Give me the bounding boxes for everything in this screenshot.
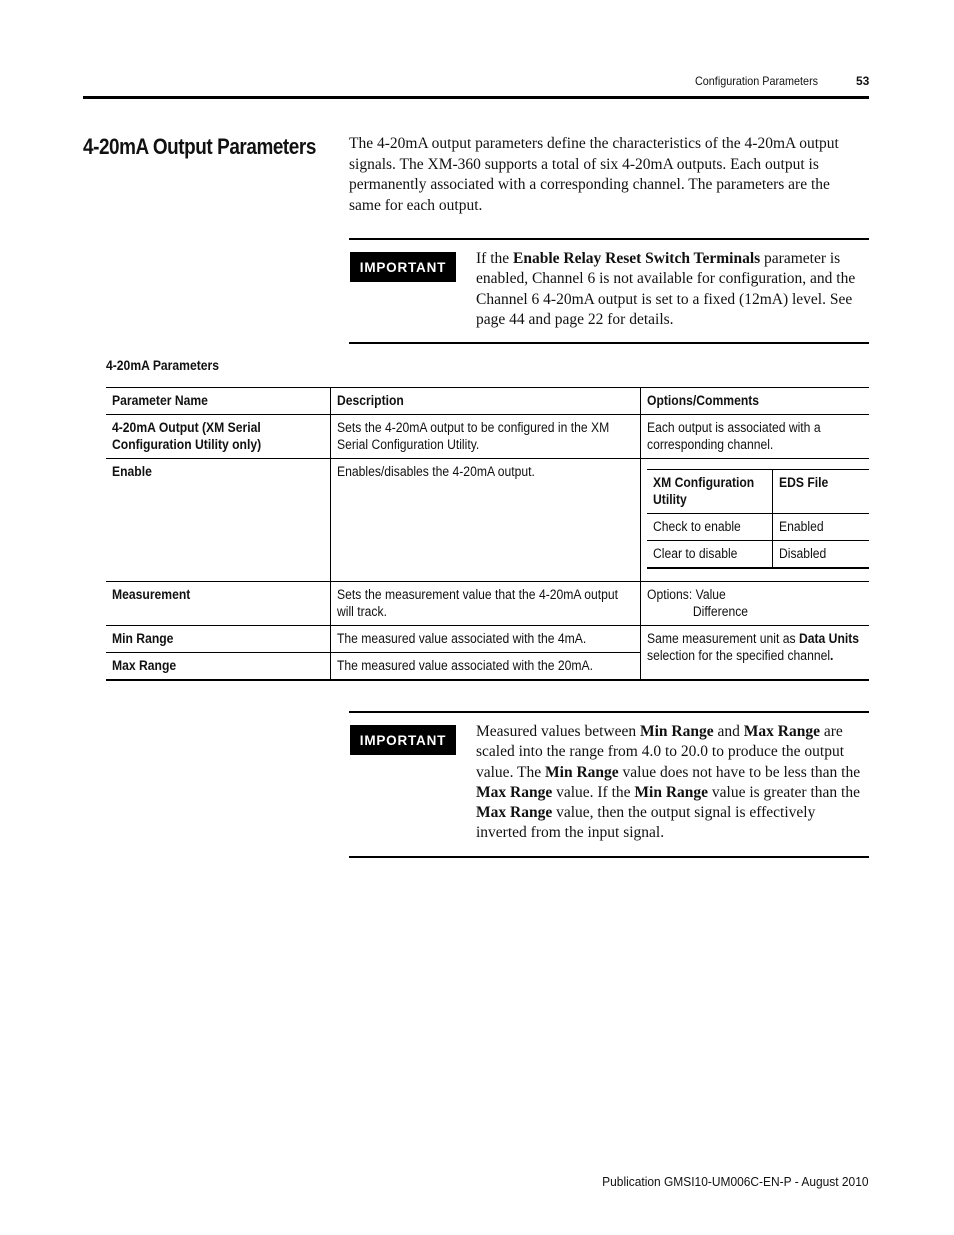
page-number: 53 bbox=[856, 74, 870, 88]
publication-footer: Publication GMSI10-UM006C-EN-P - August 2010 bbox=[602, 1174, 869, 1189]
header-rule bbox=[83, 96, 869, 99]
column-header: Options/Comments bbox=[640, 388, 869, 415]
intro-paragraph: The 4-20mA output parameters define the characteristics of the 4-20mA output signals. The XM-360 supports a total of six 4-20mA outputs. Each output is permanently associated with a corresponding channel. The parameters are the same for each output. bbox=[349, 135, 839, 214]
parameter-comments: Each output is associated with a corresponding channel. bbox=[640, 415, 869, 459]
parameter-comments: Same measurement unit as Data Units selection for the specified channel. bbox=[640, 626, 869, 681]
inner-cell: Disabled bbox=[773, 541, 870, 569]
parameter-name: Enable bbox=[106, 459, 330, 582]
important-note-1-text: If the Enable Relay Reset Switch Terminals parameter is enabled, Channel 6 is not available for configuration, and the Channel 6 4-20mA output is set to a fixed (12mA) level. See page 44 and page 22 for details. bbox=[476, 250, 856, 328]
parameter-comments bbox=[640, 459, 869, 582]
parameter-description: Sets the measurement value that the 4-20mA output will track. bbox=[330, 582, 640, 626]
parameter-name: Min Range bbox=[106, 626, 330, 653]
inner-row bbox=[647, 514, 870, 541]
table-header-row bbox=[106, 388, 869, 415]
important-note-2-text: Measured values between Min Range and Max Range are scaled into the range from 4.0 to 20.0 to produce the output value. The Min Range value does not have to be less than the Max Range value. If the Min Range value is greater than the Max Range value, then the output signal is effectively inverted from the input signal. bbox=[476, 723, 861, 842]
parameter-description: Sets the 4-20mA output to be configured in the XM Serial Configuration Utility. bbox=[330, 415, 640, 459]
table-row bbox=[106, 415, 869, 459]
table-row bbox=[106, 626, 869, 653]
column-header: Parameter Name bbox=[106, 388, 330, 415]
inner-cell: Clear to disable bbox=[647, 541, 773, 569]
section-heading: 4-20mA Output Parameters bbox=[83, 134, 316, 159]
parameter-name: Measurement bbox=[106, 582, 330, 626]
column-header: Description bbox=[330, 388, 640, 415]
parameter-comments: Options: Value Difference bbox=[640, 582, 869, 626]
parameters-table bbox=[106, 387, 869, 681]
table-caption: 4-20mA Parameters bbox=[106, 358, 220, 373]
running-header-section: Configuration Parameters bbox=[695, 74, 819, 88]
table-row bbox=[106, 459, 869, 582]
inner-column-header: EDS File bbox=[773, 470, 870, 514]
important-note-2 bbox=[349, 711, 869, 858]
inner-cell: Enabled bbox=[773, 514, 870, 541]
inner-header-row bbox=[647, 470, 870, 514]
important-label: IMPORTANT bbox=[350, 725, 456, 755]
table-row bbox=[106, 582, 869, 626]
important-note-1 bbox=[349, 238, 869, 344]
parameter-description: Enables/disables the 4-20mA output. bbox=[330, 459, 640, 582]
important-label: IMPORTANT bbox=[350, 252, 456, 282]
parameter-name: Max Range bbox=[106, 653, 330, 681]
parameter-description: The measured value associated with the 4mA. bbox=[330, 626, 640, 653]
parameter-name: 4-20mA Output (XM Serial Configuration Utility only) bbox=[106, 415, 330, 459]
inner-column-header: XM Configuration Utility bbox=[647, 470, 773, 514]
inner-row bbox=[647, 541, 870, 569]
parameter-description: The measured value associated with the 20mA. bbox=[330, 653, 640, 681]
inner-cell: Check to enable bbox=[647, 514, 773, 541]
enable-options-table bbox=[647, 469, 870, 569]
